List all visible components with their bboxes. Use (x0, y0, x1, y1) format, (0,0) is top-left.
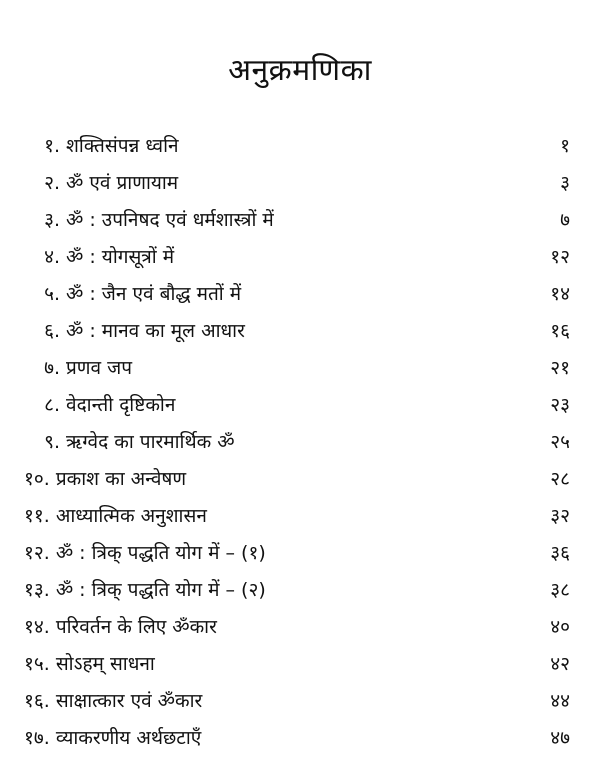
toc-entry (0, 535, 600, 572)
toc-entry-title: ॐ एवं प्राणायाम (66, 172, 179, 194)
toc-entry-title: साक्षात्कार एवं ॐकार (55, 690, 203, 712)
toc-entry-text (24, 683, 202, 720)
toc-entry-number: १. (44, 135, 60, 157)
toc-entry-page: ३२ (550, 505, 570, 527)
toc-entry-text (24, 646, 155, 683)
toc-entry-page: ४० (550, 616, 570, 638)
toc-list (0, 128, 600, 757)
toc-entry-text (38, 313, 245, 350)
toc-entry-page: २३ (550, 394, 570, 416)
toc-entry-text (24, 498, 207, 535)
toc-entry-number: १०. (24, 468, 50, 490)
toc-entry-text (38, 276, 241, 313)
toc-entry (0, 498, 600, 535)
toc-entry-number: ८. (44, 394, 60, 416)
toc-entry-number: ११. (24, 505, 50, 527)
toc-entry (0, 350, 600, 387)
toc-entry-text (38, 239, 174, 276)
toc-entry-text (38, 165, 178, 202)
toc-entry-number: १२. (24, 542, 50, 564)
toc-entry-number: १३. (24, 579, 50, 601)
toc-entry-text (24, 572, 266, 609)
toc-entry (0, 387, 600, 424)
toc-entry-page: १६ (550, 320, 570, 342)
toc-entry-title: ॐ : त्रिक् पद्धति योग में – (१) (55, 542, 266, 564)
toc-entry-text (24, 720, 201, 757)
toc-entry (0, 239, 600, 276)
toc-entry-number: ३. (44, 209, 60, 231)
toc-entry-title: प्रणव जप (66, 357, 133, 379)
toc-entry-text (38, 350, 132, 387)
toc-entry-title: परिवर्तन के लिए ॐकार (55, 616, 217, 638)
toc-entry-text (24, 461, 186, 498)
toc-entry-number: ४. (44, 246, 60, 268)
toc-entry-title: वेदान्ती दृष्टिकोन (66, 394, 176, 416)
toc-entry (0, 424, 600, 461)
toc-entry-page: ४४ (550, 690, 570, 712)
toc-entry-page: ४२ (550, 653, 570, 675)
toc-entry-title: शक्तिसंपन्न ध्वनि (66, 135, 179, 157)
toc-entry-page: ३६ (550, 542, 570, 564)
toc-entry-text (24, 535, 266, 572)
toc-entry-number: ९. (44, 431, 60, 453)
toc-entry-page: २१ (550, 357, 570, 379)
toc-entry-number: ६. (44, 320, 60, 342)
toc-entry-page: २५ (550, 431, 570, 453)
toc-entry-number: २. (44, 172, 60, 194)
toc-entry-title: ॐ : जैन एवं बौद्ध मतों में (66, 283, 242, 305)
toc-entry-page: ४७ (550, 727, 570, 749)
toc-entry-page: १२ (550, 246, 570, 268)
toc-entry-number: १७. (24, 727, 50, 749)
toc-entry-title: ॐ : त्रिक् पद्धति योग में – (२) (55, 579, 266, 601)
toc-entry-page: १ (560, 135, 570, 157)
toc-entry-title: ॐ : योगसूत्रों में (66, 246, 175, 268)
toc-entry (0, 165, 600, 202)
toc-entry (0, 646, 600, 683)
toc-entry-text (38, 202, 274, 239)
toc-entry-title: आध्यात्मिक अनुशासन (55, 505, 207, 527)
toc-entry-number: १६. (24, 690, 50, 712)
toc-entry (0, 276, 600, 313)
toc-entry-number: १४. (24, 616, 50, 638)
page-title: अनुक्रमणिका (228, 53, 372, 89)
toc-entry (0, 128, 600, 165)
toc-entry-number: १५. (24, 653, 50, 675)
toc-entry (0, 461, 600, 498)
toc-entry (0, 683, 600, 720)
toc-entry-title: ॐ : मानव का मूल आधार (66, 320, 245, 342)
toc-entry-title: प्रकाश का अन्वेषण (55, 468, 187, 490)
toc-entry-text (38, 424, 235, 461)
toc-entry-number: ७. (44, 357, 60, 379)
toc-entry-page: ७ (560, 209, 570, 231)
toc-entry-text (38, 387, 175, 424)
toc-entry-title: ॐ : उपनिषद एवं धर्मशास्त्रों में (66, 209, 274, 231)
toc-entry-title: सोऽहम् साधना (55, 653, 155, 675)
toc-entry-text (24, 609, 217, 646)
toc-entry-page: १४ (550, 283, 570, 305)
toc-entry (0, 572, 600, 609)
toc-entry (0, 202, 600, 239)
toc-entry (0, 313, 600, 350)
toc-entry-title: ऋग्वेद का पारमार्थिक ॐ (66, 431, 235, 453)
toc-entry-page: २८ (550, 468, 570, 490)
toc-entry (0, 609, 600, 646)
toc-entry-page: ३८ (550, 579, 570, 601)
toc-entry-text (38, 128, 179, 165)
toc-entry-page: ३ (560, 172, 570, 194)
toc-entry-number: ५. (44, 283, 60, 305)
toc-entry-title: व्याकरणीय अर्थछटाएँ (55, 727, 202, 749)
toc-entry (0, 720, 600, 757)
